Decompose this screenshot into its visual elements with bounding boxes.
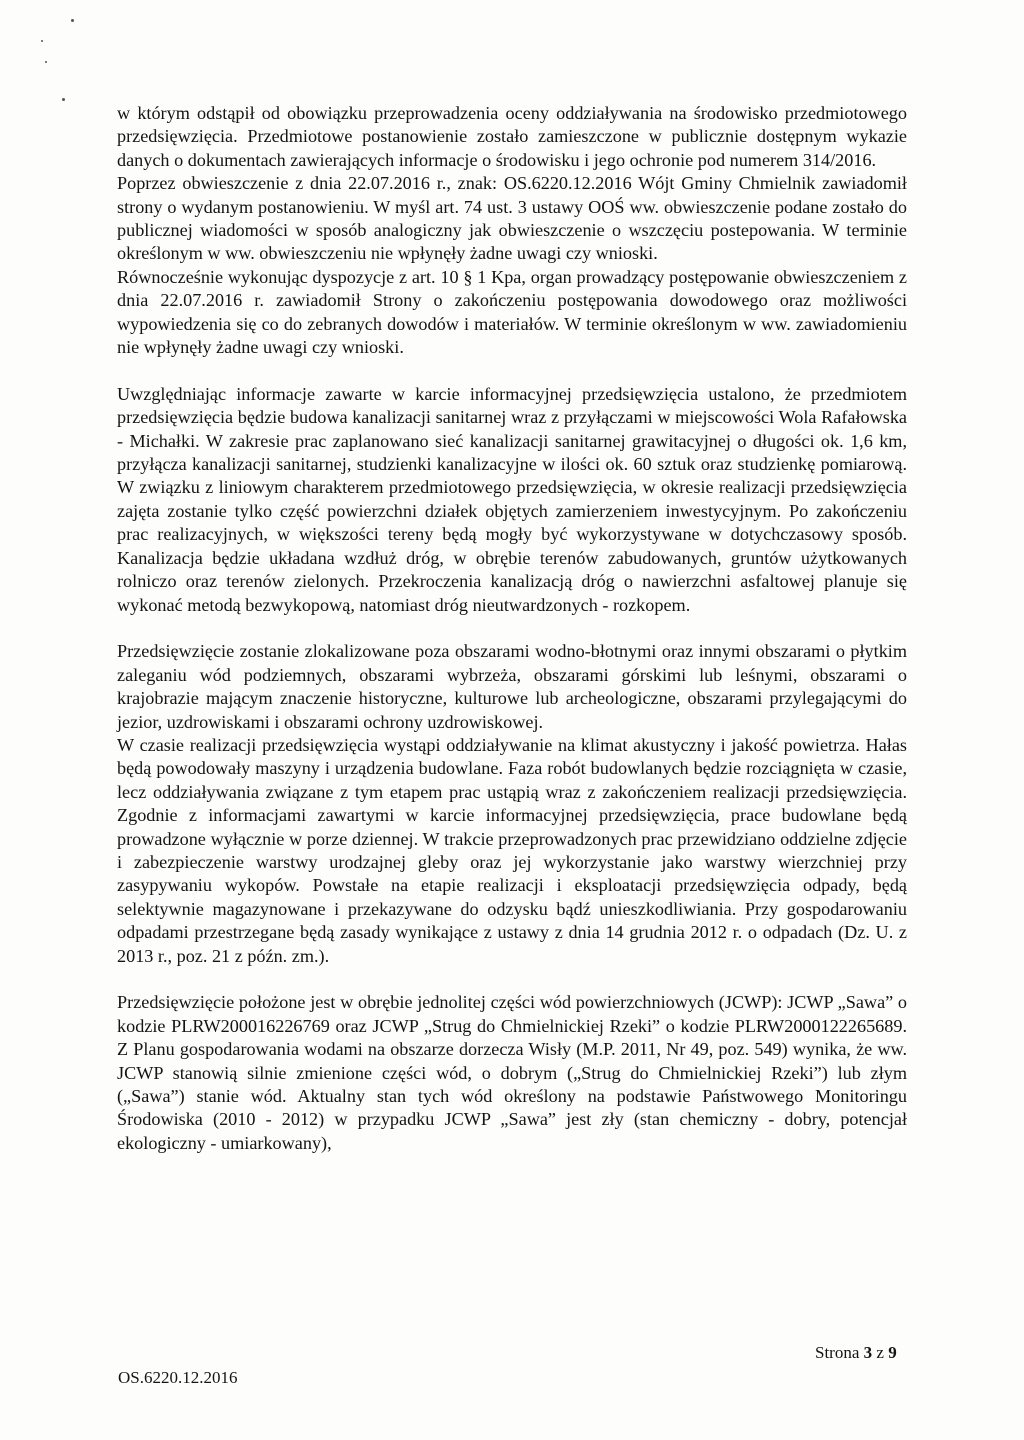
paragraph-announcement: Poprzez obwieszczenie z dnia 22.07.2016 r., znak: OS.6220.12.2016 Wójt Gminy Chmielnik zawiadomił strony o wydanym postanowieniu. W myśl art. 74 ust. 3 ustawy OOŚ ww. obwieszczenie podane zostało do publicznej wiadomości w sposób analogiczny jak obwieszczenie o wszczęciu postepowania. W terminie określonym w ww. obwieszczeniu nie wpłynęły żadne uwagi czy wnioski. <box>117 173 907 264</box>
paragraph-water-bodies: Przedsięwzięcie położone jest w obrębie jednolitej części wód powierzchniowych (JCWP): JCWP „Sawa” o kodzie PLRW200016226769 oraz JCWP „Strug do Chmielnickiej Rzeki” o kodzie PLRW2000122265689. Z Planu gospodarowania wodami na obszarze dorzecza Wisły (M.P. 2011, Nr 49, poz. 549) wynika, że ww. JCWP stanowią silnie zmienione części wód, o dobrym („Strug do Chmielnickiej Rzeki”) lub złym („Sawa”) stanie wód. Aktualny stan tych wód określony na podstawie Państwowego Monitoringu Środowiska (2010 - 2012) w przypadku JCWP „Sawa” jest zły (stan chemiczny - dobry, potencjał ekologiczny - umiarkowany), <box>117 992 907 1153</box>
paragraph-project-scope: Uwzględniając informacje zawarte w karcie informacyjnej przedsięwzięcia ustalono, że przedmiotem przedsięwzięcia będzie budowa kanalizacji sanitarnej wraz z przyłączami w miejscowości Wola Rafałowska - Michałki. W zakresie prac zaplanowano sieć kanalizacji sanitarnej grawitacyjnej o długości ok. 1,6 km, przyłącza kanalizacji sanitarnej, studzienki kanalizacyjne w ilości ok. 60 sztuk oraz studzienkę pomiarową. W związku z liniowym charakterem przedmiotowego przedsięwzięcia, w okresie realizacji przedsięwzięcia zajęta zostanie tylko część powierzchni działek objętych zamierzeniem inwestycyjnym. Po zakończeniu prac realizacyjnych, w większości tereny będą mogły być wykorzystywane w dotychczasowy sposób. Kanalizacja będzie układana wzdłuż dróg, w obrębie terenów zabudowanych, gruntów użytkowanych rolniczo oraz terenów zielonych. Przekroczenia kanalizacją dróg o nawierzchni asfaltowej planuje się wykonać metodą bezwykopową, natomiast dróg nieutwardzonych - rozkopem. <box>117 383 907 615</box>
page-separator: z <box>876 1343 884 1362</box>
page-total: 9 <box>888 1343 897 1362</box>
page-current: 3 <box>863 1343 873 1362</box>
page-number <box>815 1343 897 1363</box>
paragraph-location: Przedsięwzięcie zostanie zlokalizowane poza obszarami wodno-błotnymi oraz innymi obszarami o płytkim zaleganiu wód podziemnych, obszarami wybrzeża, obszarami górskimi lub leśnymi, obszarami o krajobrazie mającym znaczenie historyczne, kulturowe lub archeologiczne, obszarami przylegającymi do jezior, uzdrowiskami i obszarami ochrony uzdrowiskowej. <box>117 641 907 732</box>
scan-artifact <box>62 98 65 101</box>
paragraph-decision-notice: w którym odstąpił od obowiązku przeprowadzenia oceny oddziaływania na środowisko przedmiotowego przedsięwzięcia. Przedmiotowe postanowienie zostało zamieszczone w publicznie dostępnym wykazie danych o dokumentach zawierających informacje o środowisku i jego ochronie pod numerem 314/2016. <box>117 103 907 170</box>
page-word: Strona <box>815 1343 860 1362</box>
document-reference: OS.6220.12.2016 <box>118 1368 238 1387</box>
document-body <box>117 102 907 1155</box>
scan-artifact <box>41 40 43 42</box>
paragraph-impacts: W czasie realizacji przedsięwzięcia wystąpi oddziaływanie na klimat akustyczny i jakość powietrza. Hałas będą powodowały maszyny i urządzenia budowlane. Faza robót budowlanych będzie rozciągnięta w czasie, lecz oddziaływania związane z tym etapem prac ustąpią wraz z zakończeniem realizacji przedsięwzięcia. Zgodnie z informacjami zawartymi w karcie informacyjnej przedsięwzięcia, prace budowlane będą prowadzone wyłącznie w porze dziennej. W trakcie przeprowadzonych prac przewidziano oddzielne zdjęcie i zabezpieczenie warstwy urodzajnej gleby oraz jej wykorzystanie jako warstwy wierzchniej przy zasypywaniu wykopów. Powstałe na etapie realizacji i eksploatacji przedsięwzięcia odpady, będą selektywnie magazynowane i przekazywane do odzysku bądź unieszkodliwiania. Przy gospodarowaniu odpadami przestrzegane będą zasady wynikające z ustawy z dnia 14 grudnia 2012 r. o odpadach (Dz. U. z 2013 r., poz. 21 z późn. zm.). <box>117 734 907 966</box>
scan-artifact <box>45 61 47 63</box>
paragraph-evidence-closure: Równocześnie wykonując dyspozycje z art. 10 § 1 Kpa, organ prowadzący postępowanie obwieszczeniem z dnia 22.07.2016 r. zawiadomił Strony o zakończeniu postępowania dowodowego oraz możliwości wypowiedzenia się co do zebranych dowodów i materiałów. W terminie określonym w ww. zawiadomieniu nie wpłynęły żadne uwagi czy wnioski. <box>117 266 907 358</box>
scan-artifact <box>71 19 74 22</box>
